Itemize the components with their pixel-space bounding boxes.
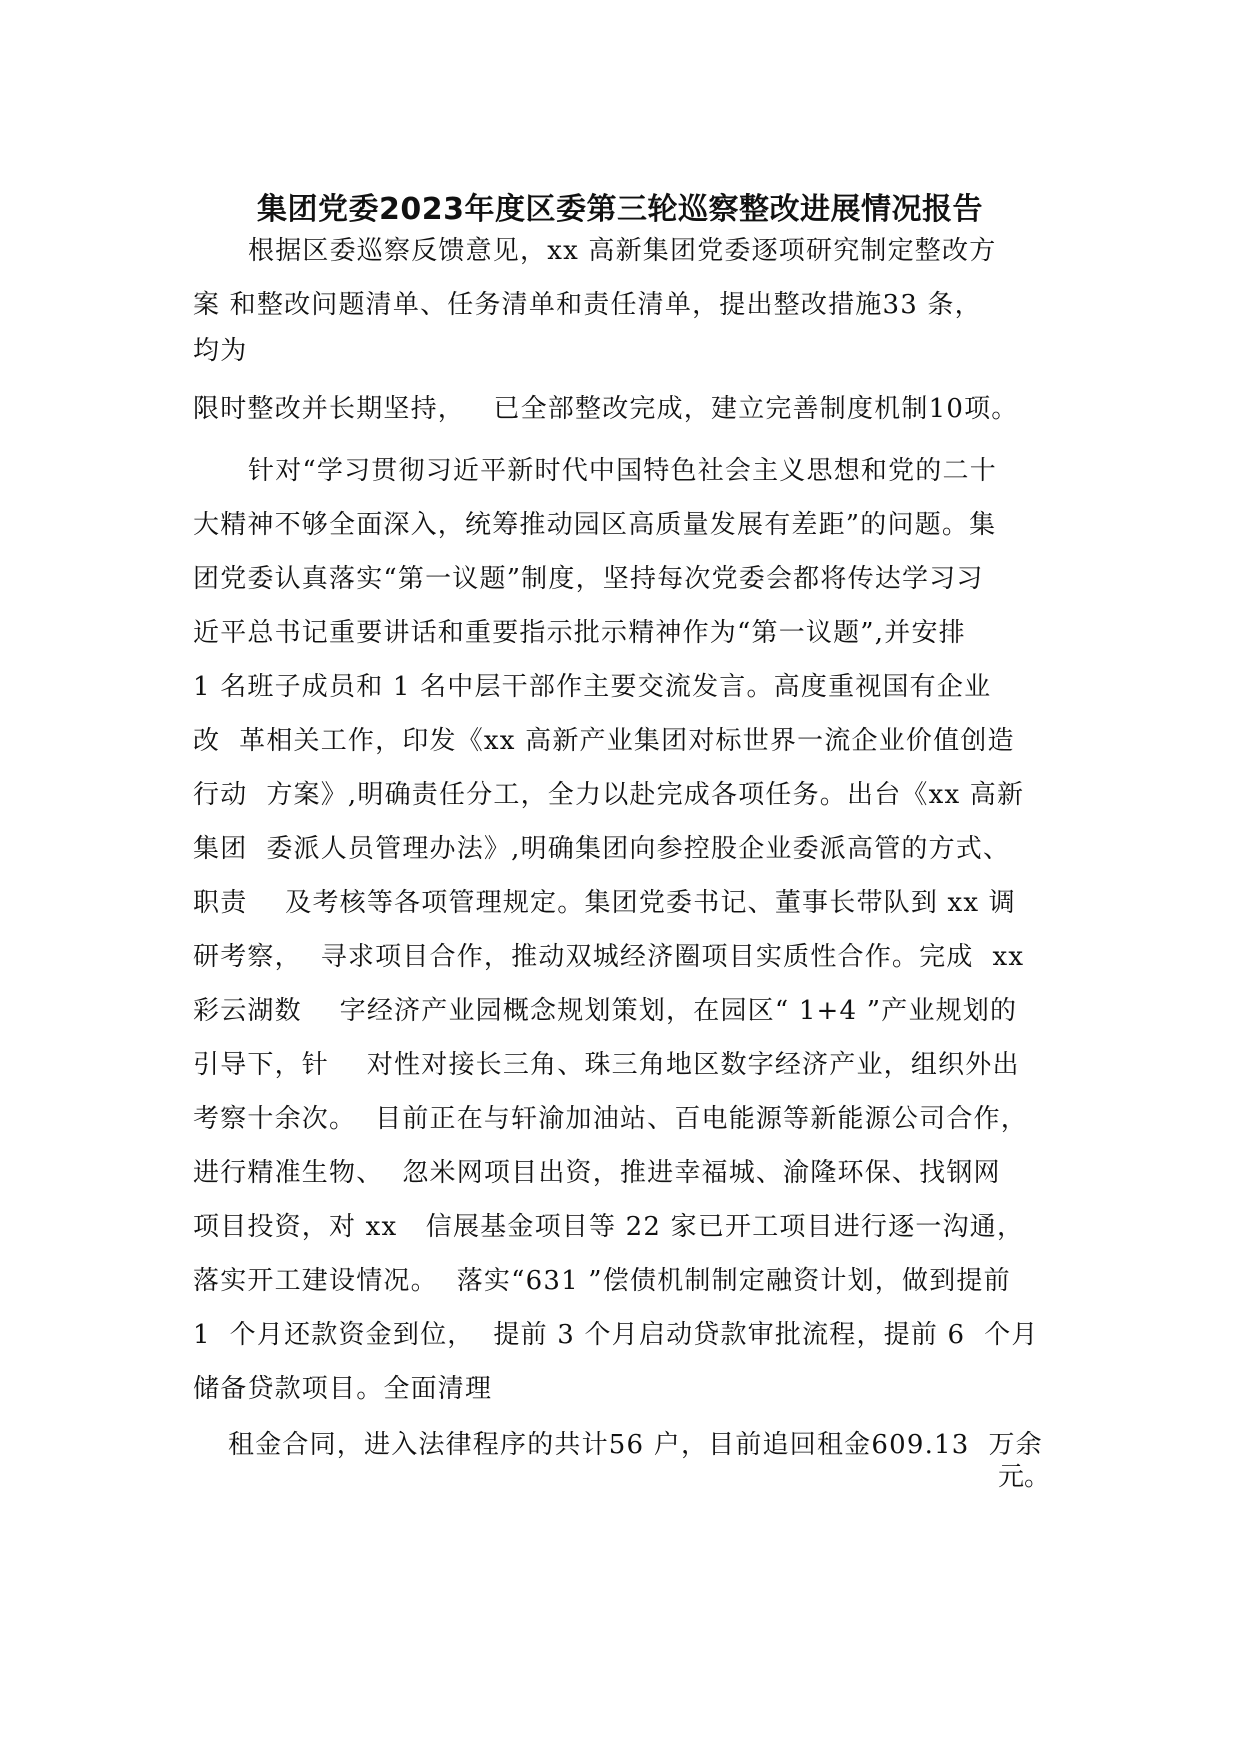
paragraph-2-line-1: 针对“学习贯彻习近平新时代中国特色社会主义思想和党的二十 [248, 456, 997, 486]
paragraph-2-line-13: 考察十余次。 目前正在与轩渝加油站、百电能源等新能源公司合作， [193, 1104, 1028, 1134]
paragraph-2-line-2: 大精神不够全面深入，统筹推动园区高质量发展有差距”的问题。集 [193, 510, 997, 540]
document-title: 集团党委2023年度区委第三轮巡察整改进展情况报告 [257, 192, 983, 227]
paragraph-3-line-1: 租金合同，进入法律程序的共计56 户，目前追回租金609.13 万余 [228, 1430, 1043, 1460]
paragraph-1-line-1: 根据区委巡察反馈意见，xx 高新集团党委逐项研究制定整改方 [248, 236, 997, 266]
paragraph-1-line-2: 案 和整改问题清单、任务清单和责任清单，提出整改措施33 条， [193, 290, 982, 320]
paragraph-2-line-17: 1 个月还款资金到位， 提前 3 个月启动贷款审批流程，提前 6 个月 [193, 1320, 1039, 1350]
paragraph-2-line-3: 团党委认真落实“第一议题”制度，坚持每次党委会都将传达学习习 [193, 564, 984, 594]
paragraph-3-line-2: 元。 [997, 1462, 1050, 1492]
paragraph-1-line-3: 均为 [193, 336, 248, 366]
paragraph-2-line-6: 改 革相关工作，印发《xx 高新产业集团对标世界一流企业价值创造 [193, 726, 1015, 756]
paragraph-2-line-9: 职责 及考核等各项管理规定。集团党委书记、董事长带队到 xx 调 [193, 888, 1016, 918]
paragraph-2-line-14: 进行精准生物、 忽米网项目出资，推进幸福城、渝隆环保、找钢网 [193, 1158, 1001, 1188]
paragraph-2-line-15: 项目投资，对 xx 信展基金项目等 22 家已开工项目进行逐一沟通， [193, 1212, 1025, 1242]
paragraph-2-line-10: 研考察， 寻求项目合作，推动双城经济圈项目实质性合作。完成 xx [193, 942, 1025, 972]
paragraph-2-line-11: 彩云湖数 字经济产业园概念规划策划，在园区“ 1+4 ”产业规划的 [193, 996, 1018, 1026]
paragraph-2-line-16: 落实开工建设情况。 落实“631 ”偿债机制制定融资计划，做到提前 [193, 1266, 1011, 1296]
paragraph-2-line-18: 储备贷款项目。全面清理 [193, 1374, 493, 1404]
paragraph-1-line-4: 限时整改并长期坚持， 已全部整改完成，建立完善制度机制10项。 [193, 394, 1019, 424]
paragraph-2-line-5: 1 名班子成员和 1 名中层干部作主要交流发言。高度重视国有企业 [193, 672, 992, 702]
paragraph-2-line-7: 行动 方案》,明确责任分工，全力以赴完成各项任务。出台《xx 高新 [193, 780, 1025, 810]
paragraph-2-line-8: 集团 委派人员管理办法》,明确集团向参控股企业委派高管的方式、 [193, 834, 1011, 864]
paragraph-2-line-12: 引导下，针 对性对接长三角、珠三角地区数字经济产业，组织外出 [193, 1050, 1020, 1080]
paragraph-2-line-4: 近平总书记重要讲话和重要指示批示精神作为“第一议题”,并安排 [193, 618, 966, 648]
